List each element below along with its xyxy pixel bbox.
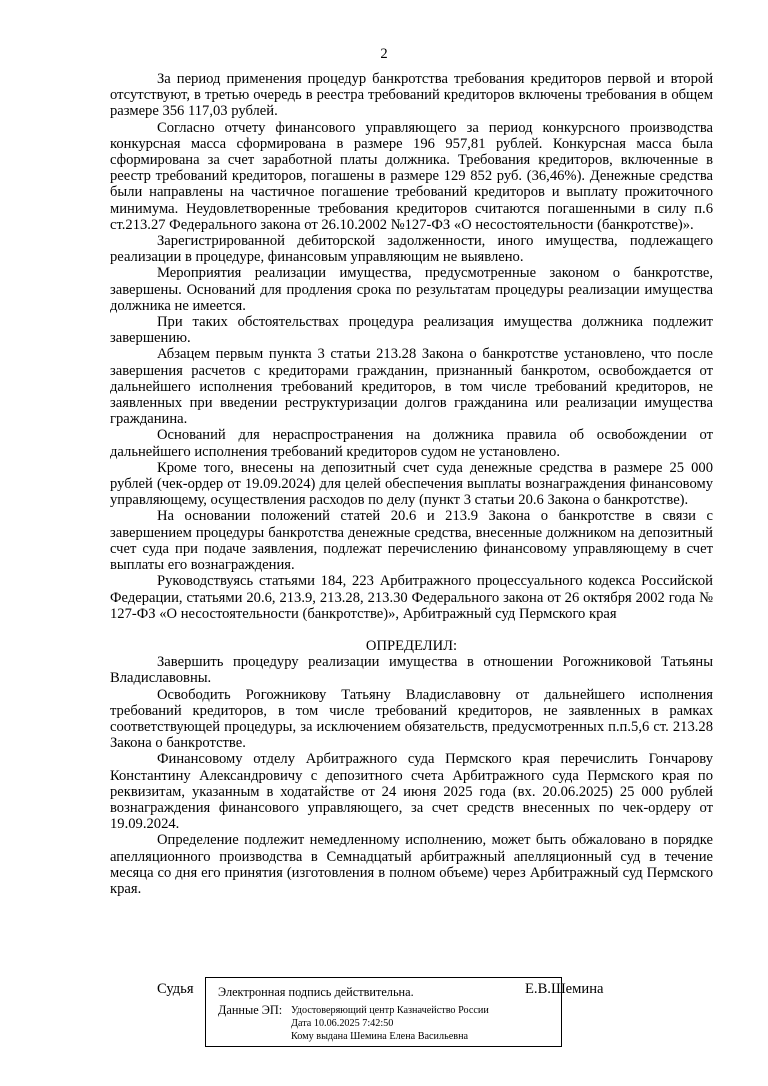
signature-block bbox=[0, 977, 768, 1057]
paragraph: Зарегистрированной дебиторской задолженности, иного имущества, подлежащего реализации в процедуре, финансовым управляющим не выявлено. bbox=[110, 233, 713, 266]
stamp-issuer: Удостоверяющий центр Казначейство России bbox=[291, 1005, 489, 1016]
electronic-signature-stamp bbox=[205, 977, 562, 1047]
judge-label: Судья bbox=[157, 981, 194, 997]
paragraph: Руководствуясь статьями 184, 223 Арбитражного процессуального кодекса Российской Федерации, статьями 20.6, 213.9, 213.28, 213.30 Федерального закона от 26 октября 2002 года № 127-ФЗ «О несостоятельности (банкротстве)», Арбитражный суд Пермского края bbox=[110, 573, 713, 622]
judge-name: Е.В.Шемина bbox=[525, 981, 604, 997]
ruling-paragraph: Финансовому отделу Арбитражного суда Пермского края перечислить Гончарову Константину Александровичу с депозитного счета Арбитражного суда Пермского края по реквизитам, указанным в ходатайстве от 24 июня 2025 года (вх. 20.06.2025) 25 000 рублей вознаграждения финансового управляющего, за счет средств внесенных по чек-ордеру от 19.09.2024. bbox=[110, 751, 713, 833]
paragraph: При таких обстоятельствах процедура реализация имущества должника подлежит завершению. bbox=[110, 314, 713, 347]
page-number: 2 bbox=[380, 46, 388, 62]
paragraph: На основании положений статей 20.6 и 213.9 Закона о банкротстве в связи с завершением процедуры банкротства денежные средства, внесенные должником на депозитный счет суда при подаче заявления, подлежат перечислению финансовому управляющему в счет выплаты его вознаграждения. bbox=[110, 508, 713, 574]
paragraph: Кроме того, внесены на депозитный счет суда денежные средства в размере 25 000 рублей (чек-ордер от 19.09.2024) для целей обеспечения выплаты вознаграждения финансовому управляющему, осуществления расходов по делу (пункт 3 статьи 20.6 Закона о банкротстве). bbox=[110, 459, 713, 509]
stamp-issued-to: Кому выдана Шемина Елена Васильевна bbox=[291, 1031, 469, 1042]
stamp-data-label: Данные ЭП: bbox=[218, 1003, 283, 1017]
stamp-valid-text: Электронная подпись действительна. bbox=[218, 985, 414, 999]
paragraph: Мероприятия реализации имущества, предусмотренные законом о банкротстве, завершены. Оснований для продления срока по результатам процедуры реализации имущества должника не имеется. bbox=[110, 265, 713, 314]
stamp-date: Дата 10.06.2025 7:42:50 bbox=[291, 1018, 394, 1029]
paragraph: Оснований для нераспространения на должника правила об освобождении от дальнейшего исполнения требований кредиторов судом не установлено. bbox=[110, 427, 713, 460]
ruling-paragraph: Определение подлежит немедленному исполнению, может быть обжаловано в порядке апелляционного производства в Семнадцатый арбитражный апелляционный суд в течение месяца со дня его принятия (изготовления в полном объеме) через Арбитражный суд Пермского края. bbox=[110, 832, 713, 897]
ruling-paragraph: Завершить процедуру реализации имущества в отношении Рогожниковой Татьяны Владиславовны. bbox=[110, 654, 713, 687]
ruling-paragraph: Освободить Рогожникову Татьяну Владиславовну от дальнейшего исполнения требований кредиторов, в том числе требований кредиторов, не заявленных в рамках соответствующей процедуры, за исключением обязательств, предусмотренных п.п.5,6 ст. 213.28 Закона о банкротстве. bbox=[110, 686, 713, 752]
stamp-details bbox=[291, 1004, 489, 1043]
paragraph: Абзацем первым пункта 3 статьи 213.28 Закона о банкротстве установлено, что после завершения расчетов с кредиторами гражданин, признанный банкротом, освобождается от дальнейшего исполнения требований кредиторов, в том числе требований кредиторов, не заявленных при введении реструктуризации долгов гражданина или реализации имущества гражданина. bbox=[110, 346, 713, 428]
paragraph: За период применения процедур банкротства требования кредиторов первой и второй отсутствуют, в третью очередь в реестра требований кредиторов включены требования в общем размере 356 117,03 рублей. bbox=[110, 71, 713, 120]
ruling-heading: ОПРЕДЕЛИЛ: bbox=[365, 637, 458, 654]
paragraph: Согласно отчету финансового управляющего за период конкурсного производства конкурсная масса сформирована в размере 196 957,81 рублей. Конкурсная масса была сформирована за счет заработной платы должника. Требования кредиторов, включенные в реестр требований кредиторов, погашены в размере 129 852 руб. (36,46%). Денежные средства были направлены на частичное погашение требований кредиторов и выплату прожиточного минимума. Неудовлетворенные требования кредиторов считаются погашенными в силу п.6 ст.213.27 Федерального закона от 26.10.2002 №127-ФЗ «О несостоятельности (банкротстве)». bbox=[110, 119, 713, 233]
document-body bbox=[110, 71, 713, 897]
